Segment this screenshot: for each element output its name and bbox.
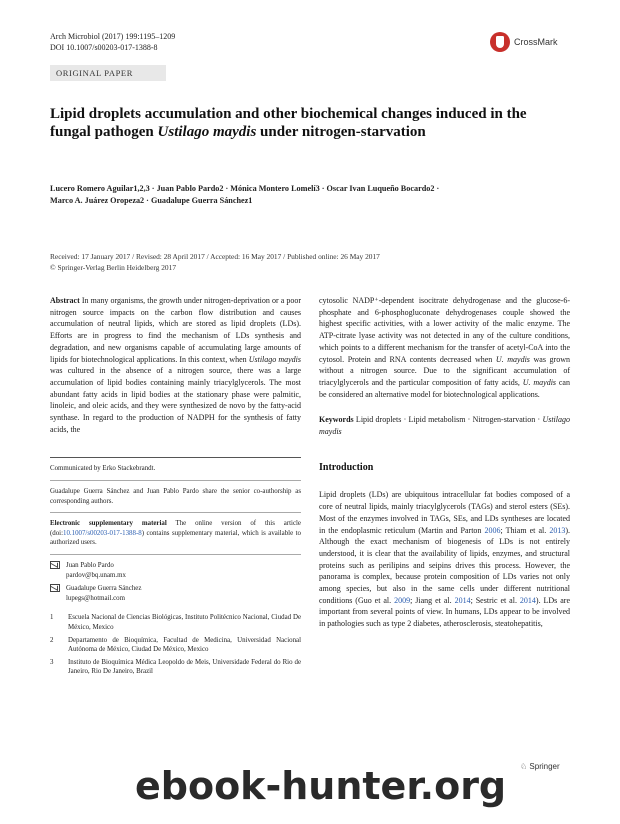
contact-email[interactable]: pardov@bq.unam.mx [66, 571, 126, 579]
contact-email[interactable]: lupegs@hotmail.com [66, 594, 125, 602]
crossmark-badge[interactable] [490, 30, 570, 54]
publisher-logo [520, 762, 560, 771]
journal-citation: Arch Microbiol (2017) 199:1195–1209 [50, 32, 176, 41]
publisher-name: Springer [529, 762, 560, 771]
author-list [50, 183, 570, 207]
envelope-icon [50, 584, 60, 592]
crossmark-label: CrossMark [514, 37, 558, 47]
reference-link[interactable]: 2014 [519, 595, 536, 605]
footnote-divider-2 [50, 480, 301, 481]
footnote-divider [50, 457, 301, 458]
envelope-icon [50, 561, 60, 569]
introduction-paragraph: Lipid droplets (LDs) are ubiquitous intracellular fat bodies composed of a core of neutral lipids, mainly triacylglycerols (TAGs) and sterol esters (SEs). Most of the enzymes involved in TAGs, SEs, and LDs syntheses are located in the endoplasmic reticulum (Martin and Parton 2006; Thiam et al. 2013). Although the exact mechanism of biogenesis of LDs is not entirely understood, it is clear that the availability of lipids, enzymes, and structural proteins such as perilipins and seipins drives this process. However, the panorama is complex, because protein composition of LDs varies not only among species, but also in the same cells under different nutritional conditions (Guo et al. 2009; Jiang et al. 2014; Sestric et al. 2014). LDs are important from several points of view. In humans, LDs appear to be involved in pathologies such as type 2 diabetes, atherosclerosis, steatohepatitis, [319, 490, 571, 629]
keywords: Keywords Lipid droplets · Lipid metabolism · Nitrogen-starvation · Ustilago maydis [319, 415, 570, 437]
section-tag: ORIGINAL PAPER [50, 65, 166, 81]
contact-1 [50, 561, 301, 580]
abstract: Abstract In many organisms, the growth under nitrogen-deprivation or a poor nitrogen source impacts on the carbon flow distribution and causes accumulation of neutral lipids, which are stored as lipid droplets (LDs). Efforts are in progress to find the mechanism of LDs synthesis and degradation, and new organisms capable of accumulating large amounts of lipids for biotechnological applications. In this context, when Ustilago maydis was cultured in the absence of a nitrogen source, there was a large accumulation of lipid bodies containing mainly triacylglycerols. The most abundant fatty acids in lipid bodies at the stationary phase were palmitic, linoleic, and oleic acids, and they were synthesized de novo by the fatty-acid synthase. In regard to the production of NADPH for the synthesis of fatty acids, the [50, 296, 301, 434]
publication-dates [50, 252, 570, 273]
crossmark-icon [490, 32, 510, 52]
reference-link[interactable]: 2014 [454, 595, 471, 605]
esm-doi-link[interactable]: 10.1007/s00203-017-1388-8 [63, 529, 142, 537]
doi: DOI 10.1007/s00203-017-1388-8 [50, 43, 158, 52]
esm-note: Electronic supplementary material The online version of this article (doi:10.1007/s00203-017-1388-8) contains supplementary material, which is available to authorized users. [50, 520, 301, 547]
reference-link[interactable]: 2006 [484, 525, 501, 535]
section-heading-introduction: Introduction [319, 461, 374, 473]
history-dates: Received: 17 January 2017 / Revised: 28 April 2017 / Accepted: 16 May 2017 / Published online: 26 May 2017 [50, 252, 380, 261]
affiliation-3: 3 Instituto de Bioquímica Médica Leopoldo de Meis, Universidade Federal do Rio de Janeiro, Rio De Janeiro, Brazil [50, 658, 301, 676]
co-authorship-note: Guadalupe Guerra Sánchez and Juan Pablo Pardo share the senior co-authorship as corresponding authors. [50, 488, 301, 505]
reference-link[interactable]: 2013 [549, 525, 566, 535]
paper-title: Lipid droplets accumulation and other biochemical changes induced in the fungal pathogen Ustilago maydis under nitrogen‑starvation [50, 106, 527, 140]
contact-2 [50, 584, 301, 603]
contact-name: Guadalupe Guerra Sánchez [66, 585, 142, 593]
springer-horse-icon: ♘ [520, 762, 528, 771]
watermark: ebook-hunter.org [135, 764, 507, 808]
authors-line-2: Marco A. Juárez Oropeza2 · Guadalupe Guerra Sánchez1 [50, 196, 253, 205]
footnote-divider-4 [50, 554, 301, 555]
right-column [319, 295, 570, 630]
affiliations [50, 613, 301, 677]
reference-link[interactable]: 2009 [394, 595, 411, 605]
affiliation-1: 1 Escuela Nacional de Ciencias Biológicas, Instituto Politécnico Nacional, Ciudad De México, Mexico [50, 614, 301, 631]
contact-block [50, 561, 301, 603]
footnote-divider-3 [50, 512, 301, 513]
copyright: © Springer-Verlag Berlin Heidelberg 2017 [50, 262, 177, 272]
abstract-continued: cytosolic NADP⁺-dependent isocitrate dehydrogenase and the glucose-6-phosphate and 6-phosphogluconate dehydrogenases couple showed the highest specific activities, with a lower activity of the malic enzyme. The ATP-citrate lyase activity was not detected in any of the culture conditions, which points to a different mechanism for the transfer of acetyl-CoA into the cytosol. Protein and RNA contents decreased when U. maydis was grown without a nitrogen source. Due to the significant accumulation of triacylglycerols and the particular composition of fatty acids, U. maydis can be considered an alternative model for biotechnological applications. [319, 296, 570, 399]
authors-line-1: Lucero Romero Aguilar1,2,3 · Juan Pablo Pardo2 · Mónica Montero Lomelí3 · Oscar Ivan Luqueño Bocardo2 · [50, 184, 440, 193]
affiliation-2: 2 Departamento de Bioquímica, Facultad de Medicina, Universidad Nacional Autónoma de México, Ciudad De México, Mexico [50, 636, 301, 654]
communicated-by: Communicated by Erko Stackebrandt. [50, 465, 156, 473]
left-column [50, 295, 301, 680]
contact-name: Juan Pablo Pardo [66, 562, 114, 569]
